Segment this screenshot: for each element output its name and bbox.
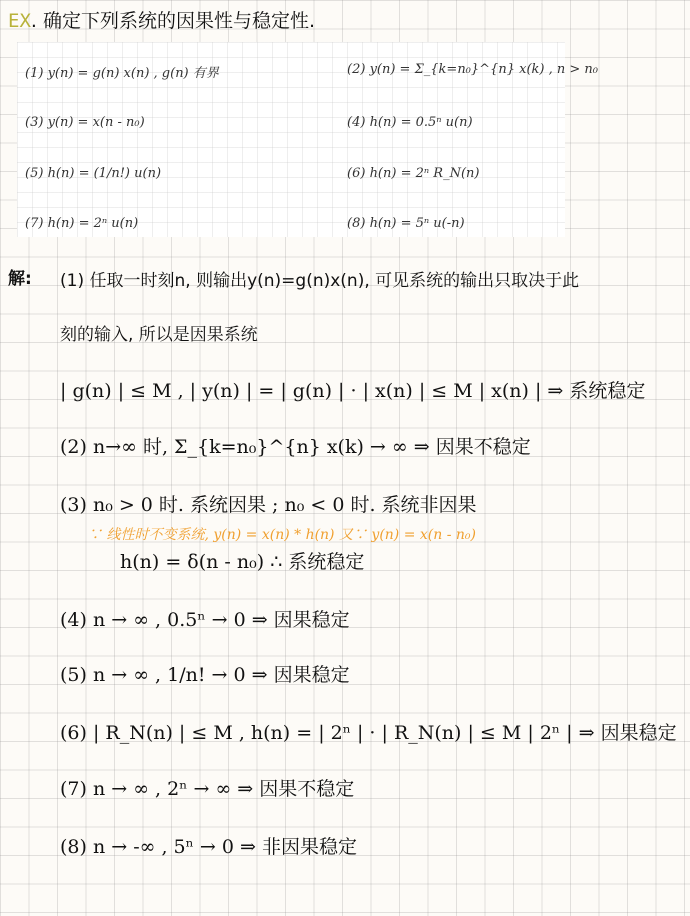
exercise-title: . 确定下列系统的因果性与稳定性. <box>30 10 316 32</box>
solution-label: 解: <box>8 269 32 289</box>
solution-step-3: (3) n₀ > 0 时. 系统因果 ; n₀ < 0 时. 系统非因果 <box>60 494 477 516</box>
solution-step-4: (4) n → ∞ , 0.5ⁿ → 0 ⇒ 因果稳定 <box>60 609 350 631</box>
problem-5: (5) h(n) = (1/n!) u(n) <box>25 166 162 181</box>
exercise-label: EX <box>8 10 31 32</box>
solution-intro-line-1: (1) 任取一时刻n, 则输出y(n)=g(n)x(n), 可见系统的输出只取决于此 <box>60 271 580 291</box>
solution-step-2: (2) n→∞ 时, Σ_{k=n₀}^{n} x(k) → ∞ ⇒ 因果不稳定 <box>60 436 531 458</box>
solution-step-5: (5) n → ∞ , 1/n! → 0 ⇒ 因果稳定 <box>60 664 350 686</box>
problem-3: (3) y(n) = x(n - n₀) <box>25 115 145 130</box>
problem-7: (7) h(n) = 2ⁿ u(n) <box>25 216 139 231</box>
solution-intro-line-2: 刻的输入, 所以是因果系统 <box>60 325 258 345</box>
solution-step-8: (8) n → -∞ , 5ⁿ → 0 ⇒ 非因果稳定 <box>60 836 357 858</box>
problem-1: (1) y(n) = g(n) x(n) , g(n) 有界 <box>25 66 219 81</box>
solution-step-1: | g(n) | ≤ M , | y(n) | = | g(n) | · | x(n) | ≤ M | x(n) | ⇒ 系统稳定 <box>60 380 646 402</box>
problem-list <box>17 42 598 237</box>
solution-step-7: (7) n → ∞ , 2ⁿ → ∞ ⇒ 因果不稳定 <box>60 778 355 800</box>
solution-step-3-note: ∵ 线性时不变系统, y(n) = x(n) * h(n) 又∵ y(n) = x(n - n₀) <box>88 527 477 543</box>
problem-8: (8) h(n) = 5ⁿ u(-n) <box>347 216 465 231</box>
problem-4: (4) h(n) = 0.5ⁿ u(n) <box>347 115 473 130</box>
problem-2: (2) y(n) = Σ_{k=n₀}^{n} x(k) , n > n₀ <box>347 62 598 77</box>
solution-step-3-conclusion: h(n) = δ(n - n₀) ∴ 系统稳定 <box>120 551 365 573</box>
problem-6: (6) h(n) = 2ⁿ R_N(n) <box>347 166 480 181</box>
exercise-header <box>8 6 315 33</box>
solution-step-6: (6) | R_N(n) | ≤ M , h(n) = | 2ⁿ | · | R_N(n) | ≤ M | 2ⁿ | ⇒ 因果稳定 <box>60 722 677 744</box>
